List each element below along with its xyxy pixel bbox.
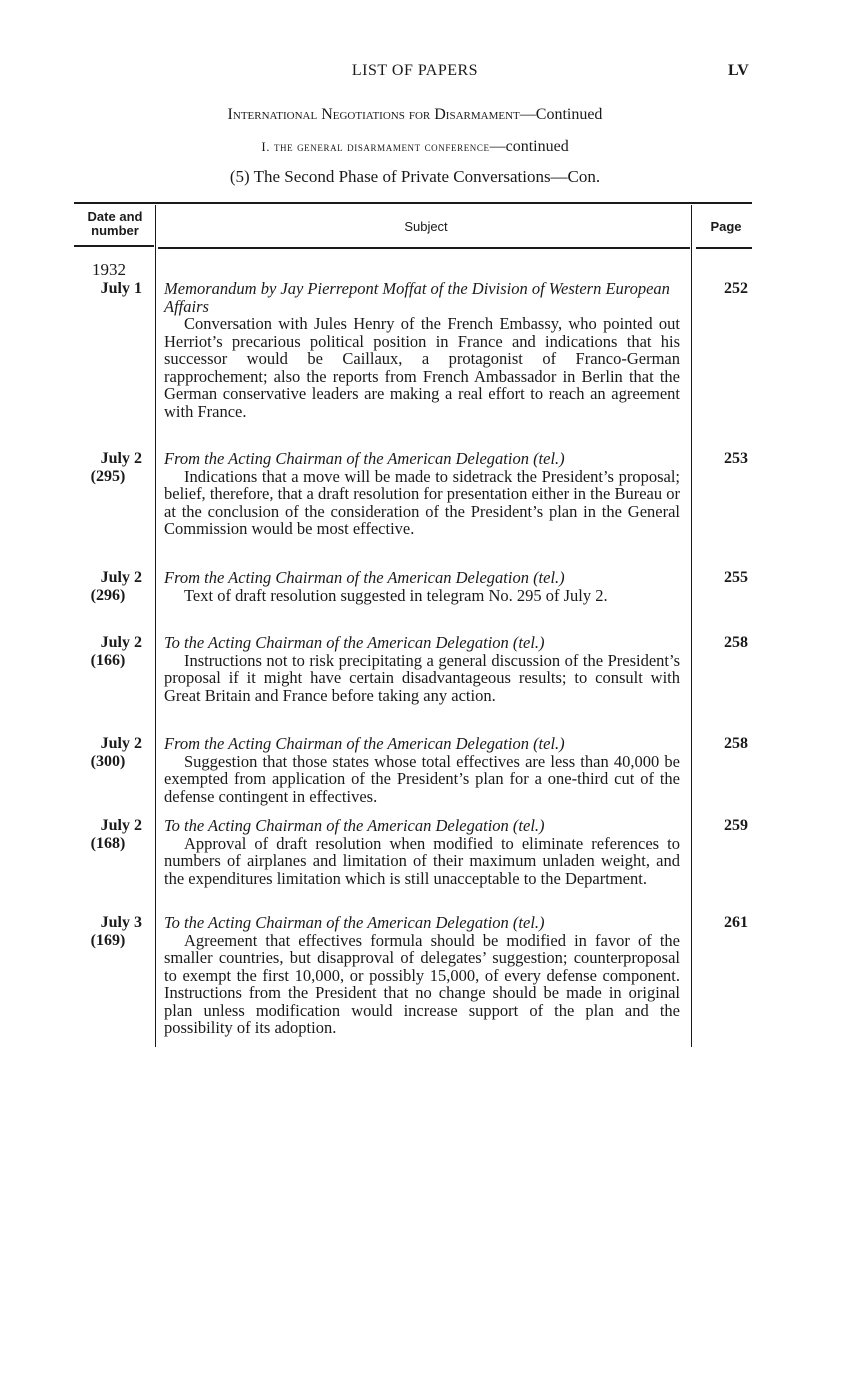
column-header-date-line2: number: [91, 223, 139, 238]
entry-subject: [164, 634, 680, 704]
column-header-subject: Subject: [404, 219, 448, 234]
entry-date: July 2: [100, 735, 142, 752]
entry-subject: [164, 817, 680, 887]
section-heading-text: I. the general disarmament conference: [261, 139, 490, 154]
entry-number: (166): [90, 652, 126, 669]
column-divider-right: [691, 205, 692, 1047]
entry-date: July 1: [100, 280, 142, 297]
entry-body: Conversation with Jules Henry of the French Embassy, who pointed out Herriot’s precarious political position in France and indications that his successor would be Caillaux, a protagonist of Franco-German rapprochement; also the reports from French Ambassador in Berlin that the German conservative leaders are making a real effort to reach an agreement with France.: [164, 314, 680, 421]
entry-body: Suggestion that those states whose total effectives are less than 40,000 be exempted from application of the President’s plan for a one-third cut of the defense contingent in effectives.: [164, 751, 680, 806]
entry-date: July 2: [100, 569, 142, 586]
column-header-date-line1: Date and: [87, 209, 143, 224]
entry-date: July 3: [100, 914, 142, 931]
entry-title: To the Acting Chairman of the American Delegation (tel.): [164, 816, 545, 835]
entry-body: Text of draft resolution suggested in telegram No. 295 of July 2.: [184, 585, 608, 605]
column-header-date: [74, 210, 156, 238]
entry-title: From the Acting Chairman of the American Delegation (tel.): [164, 734, 565, 753]
entry-title: From the Acting Chairman of the American Delegation (tel.): [164, 449, 565, 468]
entry-page: 258: [724, 634, 748, 651]
section-heading-suffix: —continued: [489, 138, 569, 155]
header-rule-page: [696, 247, 752, 249]
entry-title: To the Acting Chairman of the American Delegation (tel.): [164, 913, 545, 932]
entry-subject: [164, 735, 680, 805]
subsection-heading: (5) The Second Phase of Private Conversations—Con.: [229, 167, 601, 186]
entry-subject: [164, 569, 680, 604]
year-label: 1932: [92, 260, 126, 279]
entry-page: 252: [724, 280, 748, 297]
entry-date: July 2: [100, 450, 142, 467]
entry-page: 258: [724, 735, 748, 752]
series-heading-text: International Negotiations for Disarmament: [227, 106, 520, 123]
entry-page: 261: [724, 914, 748, 931]
entry-subject: [164, 450, 680, 538]
entry-body: Agreement that effectives formula should be modified in favor of the smaller countries, but disapproval of delegates’ suggestion; counterproposal to exempt the first 10,000, or possibly 15,000, of every defense component. Instructions from the President that no change should be made in original plan unless modification would increase support of the plan and the possibility of its adoption.: [164, 930, 680, 1037]
series-heading-suffix: —Continued: [519, 106, 603, 123]
entry-body: Indications that a move will be made to sidetrack the President’s proposal; belief, therefore, that a draft resolution for presentation either in the Bureau or at the conclusion of the consideration of the President’s plan in the General Commission would be most effective.: [164, 466, 680, 538]
entry-title: From the Acting Chairman of the American Delegation (tel.): [164, 568, 565, 587]
header-rule-date: [74, 245, 154, 247]
entry-number: (168): [90, 835, 126, 852]
entry-date: July 2: [100, 817, 142, 834]
entry-number: (295): [90, 468, 126, 485]
entry-body: Instructions not to risk precipitating a general discussion of the President’s proposal if it might have certain disadvantageous results; to consult with Great Britain and France before taking any action.: [164, 650, 680, 705]
entry-body: Approval of draft resolution when modified to eliminate references to numbers of airplanes and limitation of their maximum unladen weight, and the expenditures limitation which is still unacceptable to the Department.: [164, 833, 680, 888]
header-rule-subject: [158, 247, 690, 249]
page-title: LIST OF PAPERS: [351, 62, 479, 79]
entry-page: 253: [724, 450, 748, 467]
entry-subject: [164, 280, 680, 420]
entry-date: July 2: [100, 634, 142, 651]
entry-number: (169): [90, 932, 126, 949]
column-header-page: Page: [710, 219, 742, 234]
entry-subject: [164, 914, 680, 1037]
series-heading: [0, 106, 830, 124]
entry-page: 259: [724, 817, 748, 834]
column-divider-left: [155, 205, 156, 1047]
page-number: LV: [728, 62, 749, 79]
entry-page: 255: [724, 569, 748, 586]
table-top-rule: [74, 202, 752, 204]
entry-number: (300): [90, 753, 126, 770]
entry-title: To the Acting Chairman of the American Delegation (tel.): [164, 633, 545, 652]
entry-title: Memorandum by Jay Pierrepont Moffat of the Division of Western European Affairs: [164, 279, 670, 316]
entry-number: (296): [90, 587, 126, 604]
section-heading: [0, 138, 830, 156]
